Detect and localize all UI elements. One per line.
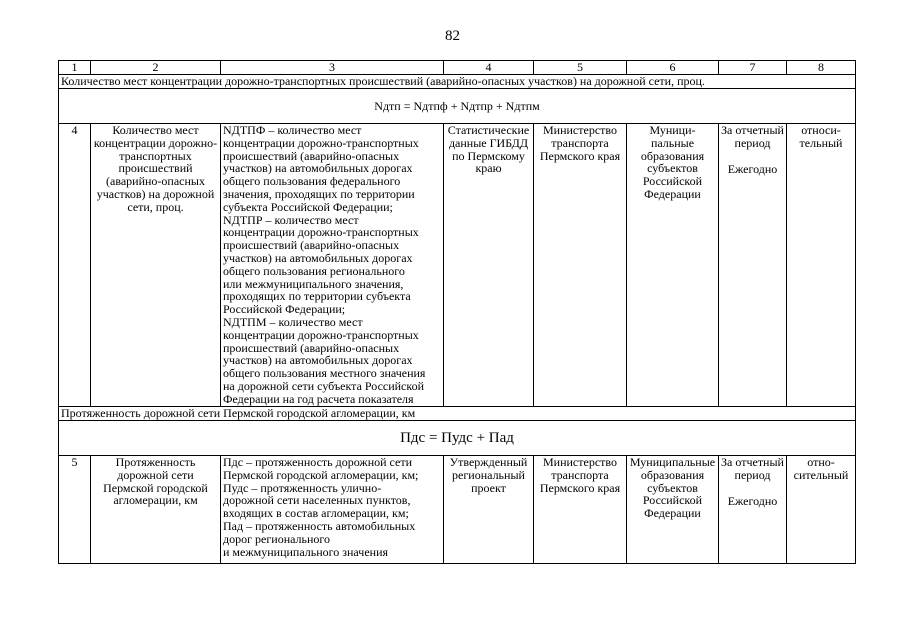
description-line: Федерации на год расчета показателя: [223, 391, 414, 406]
column-number: 8: [787, 61, 856, 75]
indicators-table: [58, 60, 856, 564]
page-number: 82: [445, 28, 460, 44]
description-line: участков) на автомобильных дорогах: [223, 161, 413, 176]
column-number: 6: [627, 61, 719, 75]
table-row: [59, 456, 856, 564]
reporting-period: [719, 124, 787, 407]
description-line: значения, проходящих по территории: [223, 186, 415, 201]
calculation-description: [221, 456, 444, 564]
description-line: Пдс – протяженность дорожной сети: [223, 455, 413, 469]
row-number: 4: [59, 124, 91, 407]
column-number-row: [59, 61, 856, 75]
description-line: NДТПФ – количество мест: [223, 123, 362, 137]
description-line: дорожной сети населенных пунктов,: [223, 493, 411, 508]
indicator-name: Протяженность дорожной сети Пермской городской агломерации, км: [91, 456, 221, 564]
description-line: дорог регионального: [223, 531, 331, 546]
frequency-text: Ежегодно: [727, 493, 778, 508]
description-line: общего пользования регионального: [223, 263, 405, 278]
column-number: 4: [444, 61, 534, 75]
period-text: За отчетный период: [721, 123, 784, 150]
responsible-body: Министерство транспорта Пермского края: [534, 456, 627, 564]
description-line: субъекта Российской Федерации;: [223, 199, 393, 214]
data-source: Статистические данные ГИБДД по Пермскому краю: [444, 124, 534, 407]
description-line: NДТПР – количество мест: [223, 212, 359, 227]
formula: Nдтп = Nдтпф + Nдтпр + Nдтпм: [59, 89, 856, 124]
description-line: участков) на автомобильных дорогах: [223, 250, 413, 265]
description-line: на дорожной сети субъекта Российской: [223, 378, 425, 393]
reporting-period: [719, 456, 787, 564]
description-line: Пудс – протяженность улично-: [223, 480, 382, 495]
description-line: NДТПМ – количество мест: [223, 314, 363, 329]
indicator-name: Количество мест концентрации дорожно-транспортных происшествий (аварийно-опасных участков) на дорожной сети, проц.: [91, 124, 221, 407]
row-number: 5: [59, 456, 91, 564]
description-line: общего пользования федерального: [223, 174, 401, 189]
description-line: происшествий (аварийно-опасных: [223, 340, 400, 355]
formula-row: [59, 89, 856, 124]
description-line: Российской Федерации;: [223, 302, 346, 317]
column-number: 5: [534, 61, 627, 75]
description-line: концентрации дорожно-транспортных: [223, 225, 419, 240]
description-line: происшествий (аварийно-опасных: [223, 238, 400, 253]
formula-row: [59, 421, 856, 456]
description-line: проходящих по территории субъекта: [223, 289, 411, 304]
description-line: входящих в состав агломерации, км;: [223, 506, 409, 521]
description-line: Пермской городской агломерации, км;: [223, 467, 419, 482]
description-line: Пад – протяженность автомобильных: [223, 518, 416, 533]
section-heading: Протяженность дорожной сети Пермской городской агломерации, км: [59, 407, 856, 421]
description-line: концентрации дорожно-транспортных: [223, 327, 419, 342]
section-heading-row: [59, 75, 856, 89]
table-row: [59, 124, 856, 407]
reporting-level: Муници-пальные образования субъектов Российской Федерации: [627, 124, 719, 407]
description-line: или межмуниципального значения,: [223, 276, 404, 291]
column-number: 1: [59, 61, 91, 75]
description-line: участков) на автомобильных дорогах: [223, 353, 413, 368]
data-source: Утвержденный региональный проект: [444, 456, 534, 564]
reporting-level: Муниципальные образования субъектов Российской Федерации: [627, 456, 719, 564]
measure-unit: относи-тельный: [787, 124, 856, 407]
description-line: концентрации дорожно-транспортных: [223, 135, 419, 150]
section-heading-row: [59, 407, 856, 421]
formula: Пдс = Пудс + Пад: [59, 421, 856, 456]
description-line: и межмуниципального значения: [223, 544, 389, 559]
column-number: 3: [221, 61, 444, 75]
period-text: За отчетный период: [721, 455, 784, 482]
column-number: 2: [91, 61, 221, 75]
description-line: общего пользования местного значения: [223, 366, 426, 381]
measure-unit: отно-сительный: [787, 456, 856, 564]
column-number: 7: [719, 61, 787, 75]
description-line: происшествий (аварийно-опасных: [223, 148, 400, 163]
frequency-text: Ежегодно: [727, 161, 778, 176]
responsible-body: Министерство транспорта Пермского края: [534, 124, 627, 407]
section-heading: Количество мест концентрации дорожно-транспортных происшествий (аварийно-опасных участков) на дорожной сети, проц.: [59, 75, 856, 89]
calculation-description: [221, 124, 444, 407]
